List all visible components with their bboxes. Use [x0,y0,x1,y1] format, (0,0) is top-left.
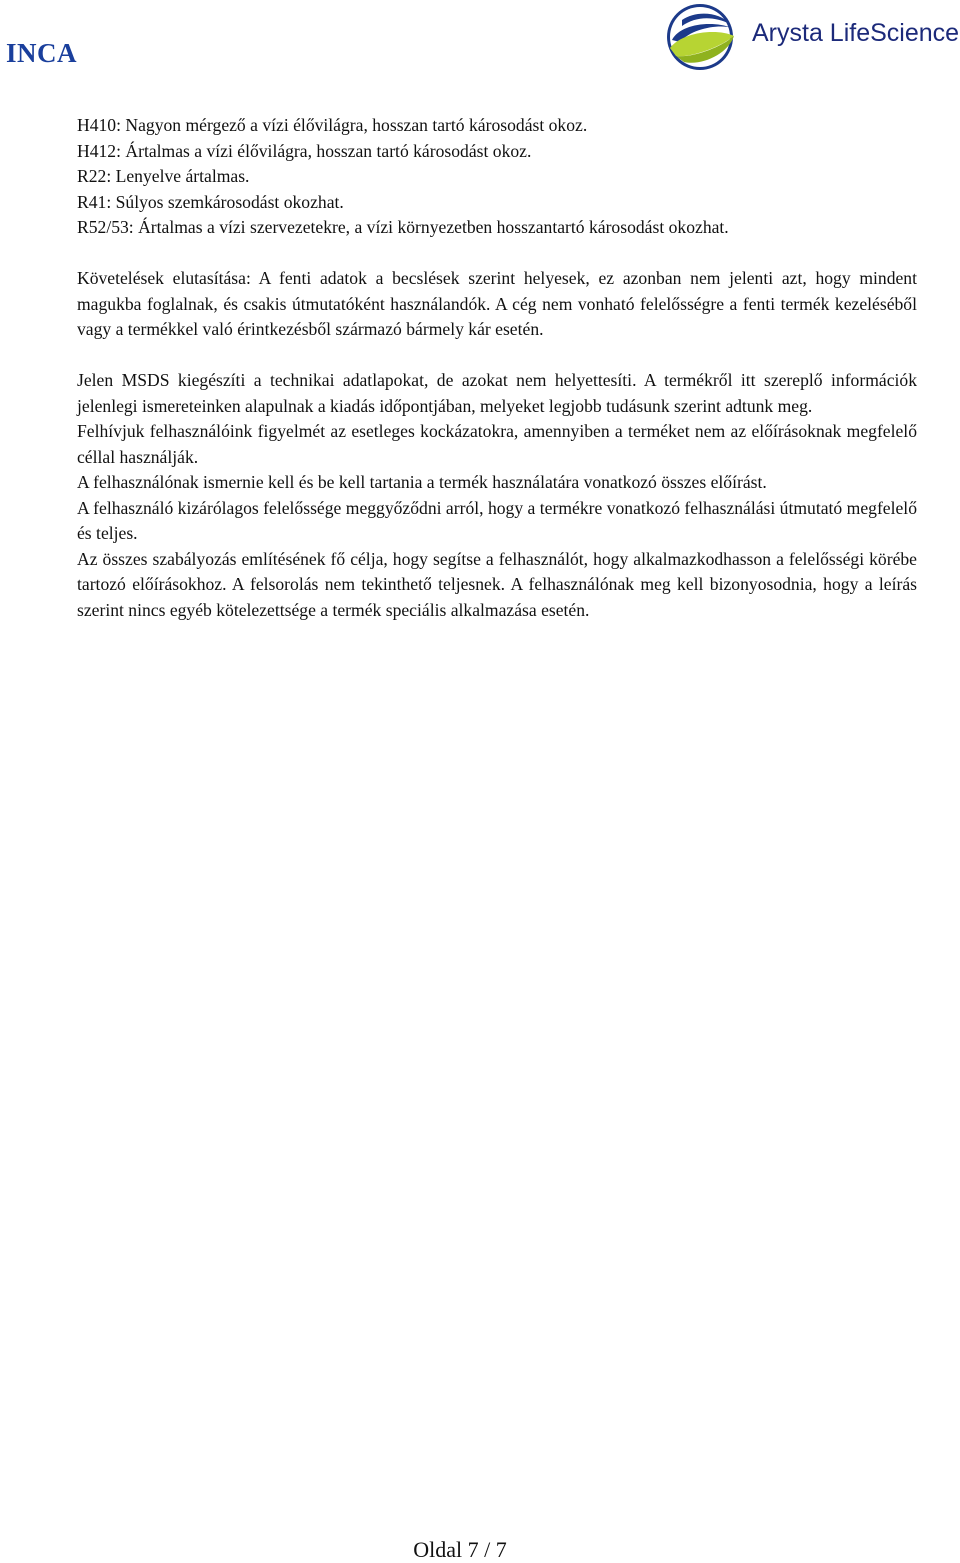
inca-brand: INCA [6,38,78,68]
user-responsibility-paragraph: A felhasználó kizárólagos felelőssége meggyőződni arról, hogy a termékre vonatkozó felhasználási útmutató megfelelő és teljes. [77,497,917,543]
disclaimer-section [77,266,917,623]
hazard-h410: H410: Nagyon mérgező a vízi élővilágra, hosszan tartó károsodást okoz. [77,115,588,135]
disclaimer-paragraph: Követelések elutasítása: A fenti adatok a becslések szerint helyesek, ez azonban nem jelenti azt, hogy mindent magukba foglalnak, és csakis útmutatóként használandók. A cég nem vonható felelősségre a fenti termék kezeléséből vagy a termékkel való érintkezésből származó bármely kár esetén. [77,268,917,339]
hazard-h412: H412: Ártalmas a vízi élővilágra, hosszan tartó károsodást okoz. [77,140,532,161]
arysta-logo [662,2,958,72]
page-number: Oldal 7 / 7 [413,1537,507,1562]
regulations-paragraph: Az összes szabályozás említésének fő célja, hogy segítse a felhasználót, hogy alkalmazkodhasson a felelősségi körébe tartozó előírásokhoz. A felsorolás nem tekinthető teljesnek. A felhasználónak meg kell bizonyosodnia, hogy a leírás szerint nincs egyéb kötelezettsége a termék speciális alkalmazása esetén. [77,548,917,620]
msds-paragraph: Jelen MSDS kiegészíti a technikai adatlapokat, de azokat nem helyettesíti. A termékről itt szereplő információk jelenlegi ismereteinken alapulnak a kiadás időpontjában, melyeket legjobb tudásunk szerint adtunk meg. [77,370,917,416]
user-must-know-paragraph: A felhasználónak ismernie kell és be kell tartania a termék használatára vonatkozó összes előírást. [77,472,767,492]
hazard-r22: R22: Lenyelve ártalmas. [77,166,250,186]
document-body [77,113,917,623]
hazard-r41: R41: Súlyos szemkárosodást okozhat. [77,191,344,212]
hazard-r52-53: R52/53: Ártalmas a vízi szervezetekre, a vízi környezetben hosszantartó károsodást okozhat. [77,217,729,237]
logo-wordmark: Arysta LifeScience [752,19,960,47]
hazard-statements [77,113,917,241]
arysta-logo-icon [662,2,748,72]
attention-paragraph: Felhívjuk felhasználóink figyelmét az esetleges kockázatokra, amennyiben a terméket nem az előírásoknak megfelelő céllal használják. [77,421,917,467]
